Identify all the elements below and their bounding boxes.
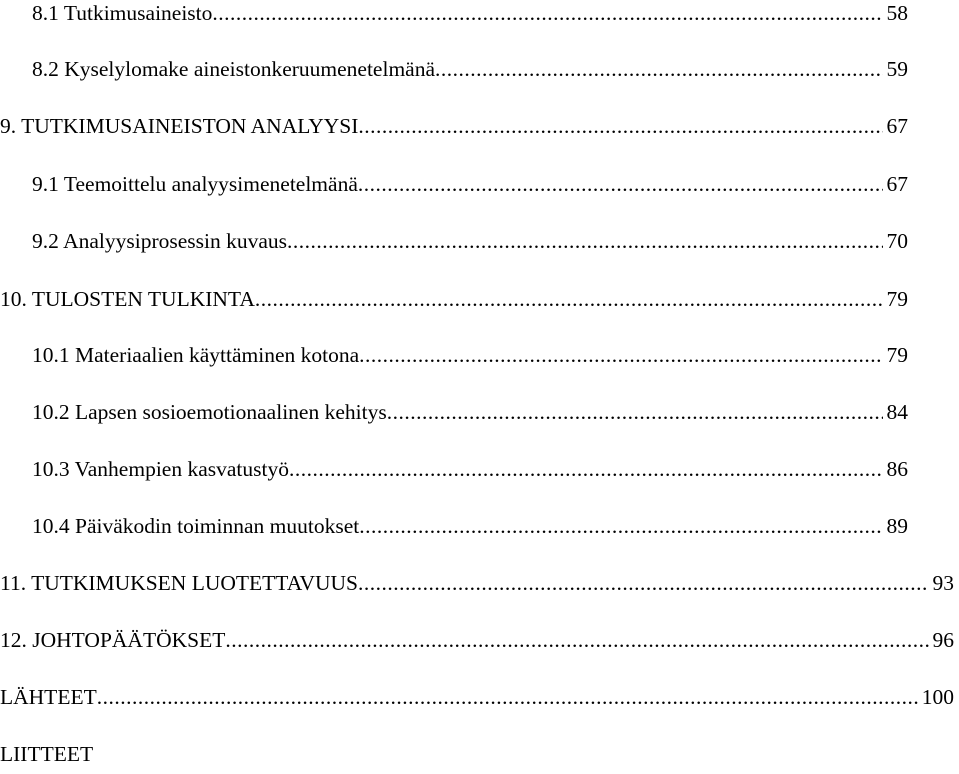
toc-leader-dots [359, 513, 882, 539]
toc-entry-page: 67 [886, 172, 908, 196]
toc-entry [32, 56, 908, 82]
toc-entry [32, 171, 908, 197]
toc-entry-page: 79 [886, 343, 908, 367]
toc-leader-dots [287, 228, 882, 254]
toc-entry-title: LÄHTEET [0, 685, 97, 709]
toc-leader-dots [255, 286, 883, 312]
toc-entry [32, 513, 908, 539]
toc-entry-page: 70 [886, 229, 908, 253]
toc-entry [0, 627, 954, 653]
toc-leader-dots [212, 0, 882, 26]
toc-leader-dots [359, 342, 882, 368]
toc-entry-title: 12. JOHTOPÄÄTÖKSET [0, 628, 226, 652]
toc-entry-title: 10.1 Materiaalien käyttäminen kotona [32, 343, 360, 367]
toc-entry [0, 113, 908, 139]
toc-entry-title: 10. TULOSTEN TULKINTA [0, 287, 255, 311]
toc-entry-page: 58 [886, 1, 908, 25]
toc-leader-dots [289, 456, 883, 482]
toc-entry [32, 456, 908, 482]
toc-entry [0, 286, 908, 312]
toc-leader-dots [358, 113, 882, 139]
toc-entry-page: 59 [886, 57, 908, 81]
toc-entry-title: 8.2 Kyselylomake aineistonkeruumenetelmänä [32, 57, 435, 81]
toc-entry-title: 11. TUTKIMUKSEN LUOTETTAVUUS [0, 571, 358, 595]
toc-entry-page: 79 [886, 287, 908, 311]
toc-entry-title: 10.2 Lapsen sosioemotionaalinen kehitys [32, 400, 387, 424]
toc-entry-title: 8.1 Tutkimusaineisto [32, 1, 213, 25]
toc-entry [32, 228, 908, 254]
toc-leader-dots [97, 684, 918, 710]
toc-entry-page: 67 [886, 114, 908, 138]
toc-leader-dots [435, 56, 883, 82]
toc-entry-page: 84 [886, 400, 908, 424]
toc-entry-page: 89 [886, 514, 908, 538]
toc-entry-page: 93 [932, 571, 954, 595]
toc-leader-dots [387, 399, 883, 425]
toc-entry [32, 0, 908, 26]
toc-entry-page: 96 [932, 628, 954, 652]
toc-entry-title: 9.2 Analyysiprosessin kuvaus [32, 229, 288, 253]
toc-entry-no-page [0, 741, 93, 767]
toc-entry-title: LIITTEET [0, 742, 94, 766]
toc-entry [0, 570, 954, 596]
toc-entry [0, 684, 954, 710]
toc-leader-dots [225, 627, 928, 653]
toc-leader-dots [358, 570, 929, 596]
toc-entry-title: 10.3 Vanhempien kasvatustyö [32, 457, 289, 481]
toc-entry-title: 9. TUTKIMUSAINEISTON ANALYYSI [0, 114, 359, 138]
toc-leader-dots [358, 171, 883, 197]
toc-entry-page: 86 [886, 457, 908, 481]
toc-entry-page: 100 [921, 685, 954, 709]
toc-entry-title: 9.1 Teemoittelu analyysimenetelmänä [32, 172, 358, 196]
toc-entry [32, 399, 908, 425]
toc-entry [32, 342, 908, 368]
toc-entry-title: 10.4 Päiväkodin toiminnan muutokset [32, 514, 360, 538]
